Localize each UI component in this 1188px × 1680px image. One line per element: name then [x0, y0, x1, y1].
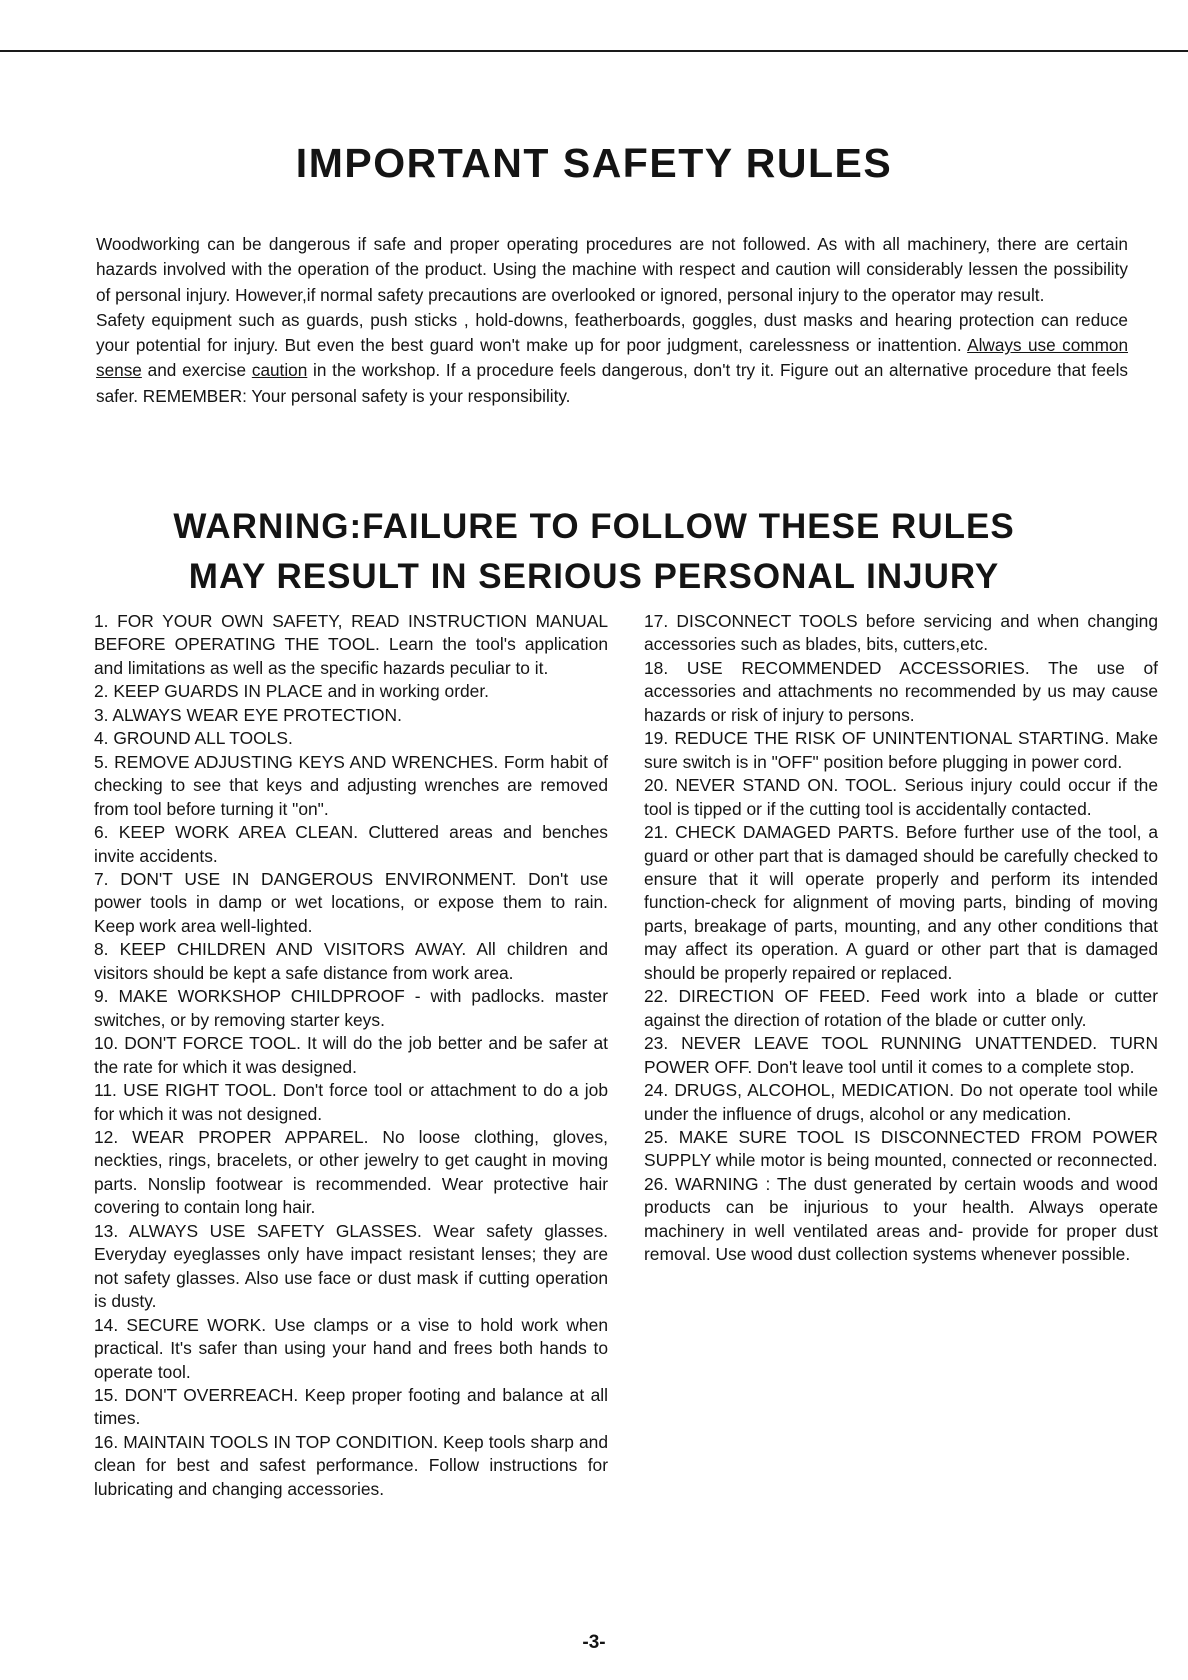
rule-item: 26. WARNING : The dust generated by certain woods and wood products can be injurious to your health. Always operate machinery in well ventilated areas and- provide for proper dust removal. Use wood dust collection systems whenever possible. — [644, 1173, 1158, 1265]
rule-item: 16. MAINTAIN TOOLS IN TOP CONDITION. Keep tools sharp and clean for best and safest performance. Follow instructions for lubricating and changing accessories. — [94, 1431, 608, 1499]
rules-column-left — [94, 610, 608, 1501]
rule-item: 14. SECURE WORK. Use clamps or a vise to hold work when practical. It's safer than using your hand and frees both hands to operate tool. — [94, 1314, 608, 1382]
intro-text — [96, 232, 1128, 409]
rules-column-right — [644, 610, 1158, 1267]
rule-item: 15. DON'T OVERREACH. Keep proper footing and balance at all times. — [94, 1384, 608, 1429]
rule-item: 8. KEEP CHILDREN AND VISITORS AWAY. All children and visitors should be kept a safe distance from work area. — [94, 939, 608, 983]
rule-item: 11. USE RIGHT TOOL. Don't force tool or attachment to do a job for which it was not designed. — [94, 1080, 608, 1124]
top-rule — [0, 50, 1188, 52]
rule-item: 10. DON'T FORCE TOOL. It will do the job better and be safer at the rate for which it was designed. — [94, 1033, 608, 1077]
warning-line-2: MAY RESULT IN SERIOUS PERSONAL INJURY — [188, 557, 1000, 596]
rule-item: 2. KEEP GUARDS IN PLACE and in working order. — [94, 681, 490, 702]
rule-item: 22. DIRECTION OF FEED. Feed work into a blade or cutter against the direction of rotation of the blade or cutter only. — [644, 986, 1158, 1030]
rule-item: 7. DON'T USE IN DANGEROUS ENVIRONMENT. Don't use power tools in damp or wet locations, or expose them to rain. Keep work area well-lighted. — [94, 868, 608, 936]
rule-item: 17. DISCONNECT TOOLS before servicing and when changing accessories such as blades, bits, cutters,etc. — [644, 611, 1158, 655]
warning-line-1: WARNING:FAILURE TO FOLLOW THESE RULES — [173, 507, 1015, 546]
rule-item: 21. CHECK DAMAGED PARTS. Before further use of the tool, a guard or other part that is damaged should be carefully checked to ensure that it will operate properly and perform its intended function-check for alignment of moving parts, binding of moving parts, breakage of parts, mounting, and any other conditions that may affect its operation. A guard or other part that is damaged should be properly repaired or replaced. — [644, 822, 1158, 983]
underlined-caution: caution — [251, 360, 308, 381]
rule-item: 12. WEAR PROPER APPAREL. No loose clothing, gloves, neckties, rings, bracelets, or other jewelry to get caught in moving parts. Nonslip footwear is recommended. Wear protective hair covering to contain long hair. — [94, 1126, 608, 1218]
rule-item: 5. REMOVE ADJUSTING KEYS AND WRENCHES. Form habit of checking to see that keys and adjusting wrenches are removed from tool before turning it "on". — [94, 751, 608, 819]
rule-item: 18. USE RECOMMENDED ACCESSORIES. The use of accessories and attachments no recommended by us may cause hazards or risk of injury to persons. — [644, 657, 1158, 725]
rule-item: 24. DRUGS, ALCOHOL, MEDICATION. Do not operate tool while under the influence of drugs, alcohol or any medication. — [644, 1080, 1158, 1124]
rule-item: 6. KEEP WORK AREA CLEAN. Cluttered areas and benches invite accidents. — [94, 822, 608, 866]
warning-heading — [0, 502, 1188, 602]
page-title: IMPORTANT SAFETY RULES — [295, 140, 893, 186]
rule-item: 20. NEVER STAND ON. TOOL. Serious injury could occur if the tool is tipped or if the cutting tool is accidentally contacted. — [644, 775, 1158, 819]
intro-paragraph-2 — [96, 308, 1128, 409]
rule-item: 23. NEVER LEAVE TOOL RUNNING UNATTENDED. TURN POWER OFF. Don't leave tool until it comes to a complete stop. — [644, 1033, 1158, 1077]
rule-item: 3. ALWAYS WEAR EYE PROTECTION. — [94, 704, 402, 725]
rule-item: 13. ALWAYS USE SAFETY GLASSES. Wear safety glasses. Everyday eyeglasses only have impact resistant lenses; they are not safety glasses. Also use face or dust mask if cutting operation is dusty. — [94, 1220, 608, 1312]
intro-text-segment: and exercise — [141, 360, 252, 381]
intro-text-segment: Safety equipment such as guards, push sticks , hold-downs, featherboards, goggles, dust masks and hearing protection can reduce your potential for injury. But even the best guard won't make up for poor judgment, carelessness or inattention. — [96, 309, 1128, 356]
underlined-common-sense: Always use common sense — [96, 335, 1129, 381]
rule-item: 19. REDUCE THE RISK OF UNINTENTIONAL STARTING. Make sure switch is in "OFF" position before plugging in power cord. — [644, 728, 1158, 772]
intro-text-segment: in the workshop. If a procedure feels dangerous, don't try it. Figure out an alternative procedure that feels safer. REMEMBER: Your personal safety is your responsibility. — [96, 360, 1128, 406]
rule-item: 4. GROUND ALL TOOLS. — [94, 728, 293, 749]
rule-item: 9. MAKE WORKSHOP CHILDPROOF - with padlocks. master switches, or by removing starter keys. — [94, 986, 608, 1030]
rule-item: 1. FOR YOUR OWN SAFETY, READ INSTRUCTION MANUAL BEFORE OPERATING THE TOOL. Learn the tool's application and limitations as well as the specific hazards peculiar to it. — [94, 611, 608, 678]
intro-paragraph-1: Woodworking can be dangerous if safe and proper operating procedures are not followed. As with all machinery, there are certain hazards involved with the operation of the product. Using the machine with respect and caution will considerably lessen the possibility of personal injury. However,if normal safety precautions are overlooked or ignored, personal injury to the operator may result. — [96, 234, 1128, 305]
rule-item: 25. MAKE SURE TOOL IS DISCONNECTED FROM POWER SUPPLY while motor is being mounted, connected or reconnected. — [644, 1126, 1158, 1171]
page-number: -3- — [582, 1632, 606, 1653]
